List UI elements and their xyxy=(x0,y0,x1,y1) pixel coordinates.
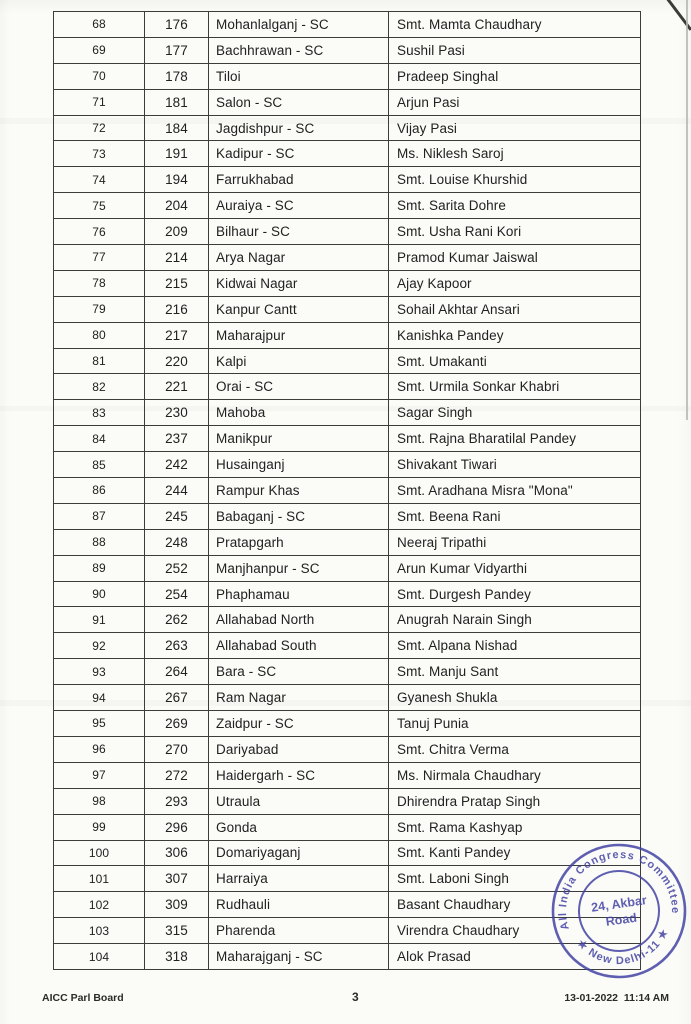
constituency-name: Manikpur xyxy=(209,426,389,452)
constituency-name: Jagdishpur - SC xyxy=(209,115,389,141)
constituency-name: Allahabad South xyxy=(209,633,389,659)
stamp-address-line1: 24, Akbar xyxy=(590,893,648,915)
table-row xyxy=(54,374,641,400)
serial-number: 85 xyxy=(54,452,145,478)
constituency-number: 181 xyxy=(145,89,209,115)
constituency-name: Ram Nagar xyxy=(209,685,389,711)
constituency-name: Manjhanpur - SC xyxy=(209,555,389,581)
constituency-name: Domariyaganj xyxy=(209,840,389,866)
candidate-table xyxy=(53,11,641,970)
serial-number: 79 xyxy=(54,296,145,322)
candidate-name: Anugrah Narain Singh xyxy=(389,607,641,633)
table-row xyxy=(54,348,641,374)
constituency-number: 254 xyxy=(145,581,209,607)
constituency-name: Harraiya xyxy=(209,866,389,892)
constituency-name: Haidergarh - SC xyxy=(209,762,389,788)
candidate-name: Sagar Singh xyxy=(389,400,641,426)
candidate-name: Smt. Laboni Singh xyxy=(389,866,641,892)
candidate-name: Smt. Mamta Chaudhary xyxy=(389,12,641,38)
table-row xyxy=(54,503,641,529)
constituency-number: 237 xyxy=(145,426,209,452)
serial-number: 91 xyxy=(54,607,145,633)
candidate-name: Tanuj Punia xyxy=(389,711,641,737)
serial-number: 94 xyxy=(54,685,145,711)
constituency-number: 230 xyxy=(145,400,209,426)
candidate-name: Smt. Beena Rani xyxy=(389,503,641,529)
constituency-number: 269 xyxy=(145,711,209,737)
constituency-name: Kanpur Cantt xyxy=(209,296,389,322)
table-row xyxy=(54,426,641,452)
constituency-name: Pratapgarh xyxy=(209,529,389,555)
serial-number: 78 xyxy=(54,270,145,296)
constituency-number: 221 xyxy=(145,374,209,400)
constituency-number: 217 xyxy=(145,322,209,348)
constituency-number: 262 xyxy=(145,607,209,633)
constituency-number: 264 xyxy=(145,659,209,685)
candidate-name: Smt. Manju Sant xyxy=(389,659,641,685)
constituency-number: 184 xyxy=(145,115,209,141)
serial-number: 97 xyxy=(54,762,145,788)
table-row xyxy=(54,607,641,633)
serial-number: 98 xyxy=(54,788,145,814)
constituency-number: 306 xyxy=(145,840,209,866)
serial-number: 99 xyxy=(54,814,145,840)
candidate-name: Sohail Akhtar Ansari xyxy=(389,296,641,322)
table-row xyxy=(54,685,641,711)
table-row xyxy=(54,633,641,659)
serial-number: 84 xyxy=(54,426,145,452)
candidate-name: Gyanesh Shukla xyxy=(389,685,641,711)
candidate-name: Dhirendra Pratap Singh xyxy=(389,788,641,814)
table-row xyxy=(54,219,641,245)
constituency-name: Mohanlalganj - SC xyxy=(209,12,389,38)
constituency-number: 191 xyxy=(145,141,209,167)
table-row xyxy=(54,788,641,814)
table-row xyxy=(54,762,641,788)
constituency-name: Kalpi xyxy=(209,348,389,374)
candidate-name: Ajay Kapoor xyxy=(389,270,641,296)
table-row xyxy=(54,555,641,581)
candidate-name: Arun Kumar Vidyarthi xyxy=(389,555,641,581)
table-row xyxy=(54,37,641,63)
constituency-number: 176 xyxy=(145,12,209,38)
serial-number: 77 xyxy=(54,245,145,271)
constituency-number: 209 xyxy=(145,219,209,245)
constituency-name: Gonda xyxy=(209,814,389,840)
serial-number: 83 xyxy=(54,400,145,426)
candidate-name: Pradeep Singhal xyxy=(389,63,641,89)
footer-source-label: AICC Parl Board xyxy=(42,992,124,1004)
candidate-name: Basant Chaudhary xyxy=(389,892,641,918)
constituency-number: 214 xyxy=(145,245,209,271)
serial-number: 75 xyxy=(54,193,145,219)
candidate-name: Smt. Umakanti xyxy=(389,348,641,374)
constituency-name: Zaidpur - SC xyxy=(209,711,389,737)
constituency-number: 307 xyxy=(145,866,209,892)
table-row xyxy=(54,115,641,141)
candidate-name: Smt. Kanti Pandey xyxy=(389,840,641,866)
table-row xyxy=(54,400,641,426)
constituency-number: 318 xyxy=(145,944,209,970)
constituency-name: Salon - SC xyxy=(209,89,389,115)
candidate-name: Smt. Rajna Bharatilal Pandey xyxy=(389,426,641,452)
candidate-name: Pramod Kumar Jaiswal xyxy=(389,245,641,271)
serial-number: 95 xyxy=(54,711,145,737)
table-row xyxy=(54,167,641,193)
table-row xyxy=(54,12,641,38)
constituency-name: Babaganj - SC xyxy=(209,503,389,529)
table-row xyxy=(54,89,641,115)
constituency-name: Bilhaur - SC xyxy=(209,219,389,245)
constituency-name: Kidwai Nagar xyxy=(209,270,389,296)
constituency-number: 272 xyxy=(145,762,209,788)
constituency-name: Maharajpur xyxy=(209,322,389,348)
table-row xyxy=(54,478,641,504)
serial-number: 103 xyxy=(54,918,145,944)
serial-number: 81 xyxy=(54,348,145,374)
serial-number: 96 xyxy=(54,736,145,762)
congress-committee-stamp xyxy=(539,831,691,991)
constituency-name: Pharenda xyxy=(209,918,389,944)
constituency-number: 177 xyxy=(145,37,209,63)
serial-number: 86 xyxy=(54,478,145,504)
serial-number: 90 xyxy=(54,581,145,607)
serial-number: 76 xyxy=(54,219,145,245)
serial-number: 87 xyxy=(54,503,145,529)
constituency-name: Mahoba xyxy=(209,400,389,426)
serial-number: 88 xyxy=(54,529,145,555)
candidate-name: Ms. Nirmala Chaudhary xyxy=(389,762,641,788)
candidate-name: Neeraj Tripathi xyxy=(389,529,641,555)
serial-number: 71 xyxy=(54,89,145,115)
serial-number: 69 xyxy=(54,37,145,63)
constituency-number: 270 xyxy=(145,736,209,762)
constituency-number: 267 xyxy=(145,685,209,711)
constituency-name: Husainganj xyxy=(209,452,389,478)
stamp-ring-bottom-text: ★ New Delhi-11 ★ xyxy=(574,926,672,968)
candidate-name: Shivakant Tiwari xyxy=(389,452,641,478)
constituency-number: 216 xyxy=(145,296,209,322)
serial-number: 73 xyxy=(54,141,145,167)
constituency-number: 296 xyxy=(145,814,209,840)
constituency-name: Utraula xyxy=(209,788,389,814)
table-row xyxy=(54,63,641,89)
candidate-name: Ms. Niklesh Saroj xyxy=(389,141,641,167)
constituency-name: Bara - SC xyxy=(209,659,389,685)
table-row xyxy=(54,193,641,219)
table-row xyxy=(54,141,641,167)
candidate-name: Smt. Usha Rani Kori xyxy=(389,219,641,245)
table-row xyxy=(54,529,641,555)
candidate-name: Sushil Pasi xyxy=(389,37,641,63)
constituency-number: 178 xyxy=(145,63,209,89)
constituency-name: Orai - SC xyxy=(209,374,389,400)
serial-number: 80 xyxy=(54,322,145,348)
candidate-name: Alok Prasad xyxy=(389,944,641,970)
constituency-number: 220 xyxy=(145,348,209,374)
candidate-name: Smt. Sarita Dohre xyxy=(389,193,641,219)
serial-number: 72 xyxy=(54,115,145,141)
candidate-name: Vijay Pasi xyxy=(389,115,641,141)
serial-number: 70 xyxy=(54,63,145,89)
constituency-name: Tiloi xyxy=(209,63,389,89)
constituency-name: Allahabad North xyxy=(209,607,389,633)
constituency-number: 204 xyxy=(145,193,209,219)
constituency-number: 315 xyxy=(145,918,209,944)
candidate-name: Smt. Alpana Nishad xyxy=(389,633,641,659)
candidate-name: Smt. Rama Kashyap xyxy=(389,814,641,840)
constituency-number: 263 xyxy=(145,633,209,659)
constituency-number: 293 xyxy=(145,788,209,814)
constituency-name: Farrukhabad xyxy=(209,167,389,193)
serial-number: 74 xyxy=(54,167,145,193)
table-row xyxy=(54,245,641,271)
table-row xyxy=(54,270,641,296)
serial-number: 93 xyxy=(54,659,145,685)
constituency-name: Phaphamau xyxy=(209,581,389,607)
serial-number: 92 xyxy=(54,633,145,659)
constituency-name: Dariyabad xyxy=(209,736,389,762)
constituency-number: 242 xyxy=(145,452,209,478)
table-row xyxy=(54,711,641,737)
page-edge-line xyxy=(686,0,688,420)
constituency-number: 194 xyxy=(145,167,209,193)
candidate-name: Smt. Louise Khurshid xyxy=(389,167,641,193)
serial-number: 100 xyxy=(54,840,145,866)
candidate-name: Virendra Chaudhary xyxy=(389,918,641,944)
table-row xyxy=(54,322,641,348)
candidate-name: Smt. Aradhana Misra "Mona" xyxy=(389,478,641,504)
constituency-name: Kadipur - SC xyxy=(209,141,389,167)
constituency-number: 252 xyxy=(145,555,209,581)
serial-number: 68 xyxy=(54,12,145,38)
constituency-name: Maharajganj - SC xyxy=(209,944,389,970)
constituency-number: 244 xyxy=(145,478,209,504)
constituency-number: 215 xyxy=(145,270,209,296)
constituency-number: 248 xyxy=(145,529,209,555)
constituency-name: Rudhauli xyxy=(209,892,389,918)
page-number: 3 xyxy=(352,990,359,1004)
stamp-address-line2: Road xyxy=(604,910,638,929)
table-row xyxy=(54,452,641,478)
table-row xyxy=(54,659,641,685)
serial-number: 101 xyxy=(54,866,145,892)
candidate-name: Smt. Chitra Verma xyxy=(389,736,641,762)
constituency-name: Rampur Khas xyxy=(209,478,389,504)
footer-timestamp: 13-01-2022 11:14 AM xyxy=(564,992,669,1004)
serial-number: 102 xyxy=(54,892,145,918)
stamp-ring-top-text: All India Congress Committee xyxy=(556,848,682,932)
candidate-name: Smt. Urmila Sonkar Khabri xyxy=(389,374,641,400)
constituency-name: Arya Nagar xyxy=(209,245,389,271)
constituency-name: Bachhrawan - SC xyxy=(209,37,389,63)
constituency-name: Auraiya - SC xyxy=(209,193,389,219)
table-row xyxy=(54,581,641,607)
candidate-name: Arjun Pasi xyxy=(389,89,641,115)
candidate-name: Smt. Durgesh Pandey xyxy=(389,581,641,607)
candidate-name: Kanishka Pandey xyxy=(389,322,641,348)
serial-number: 104 xyxy=(54,944,145,970)
serial-number: 89 xyxy=(54,555,145,581)
constituency-number: 309 xyxy=(145,892,209,918)
constituency-number: 245 xyxy=(145,503,209,529)
table-row xyxy=(54,296,641,322)
serial-number: 82 xyxy=(54,374,145,400)
table-row xyxy=(54,736,641,762)
